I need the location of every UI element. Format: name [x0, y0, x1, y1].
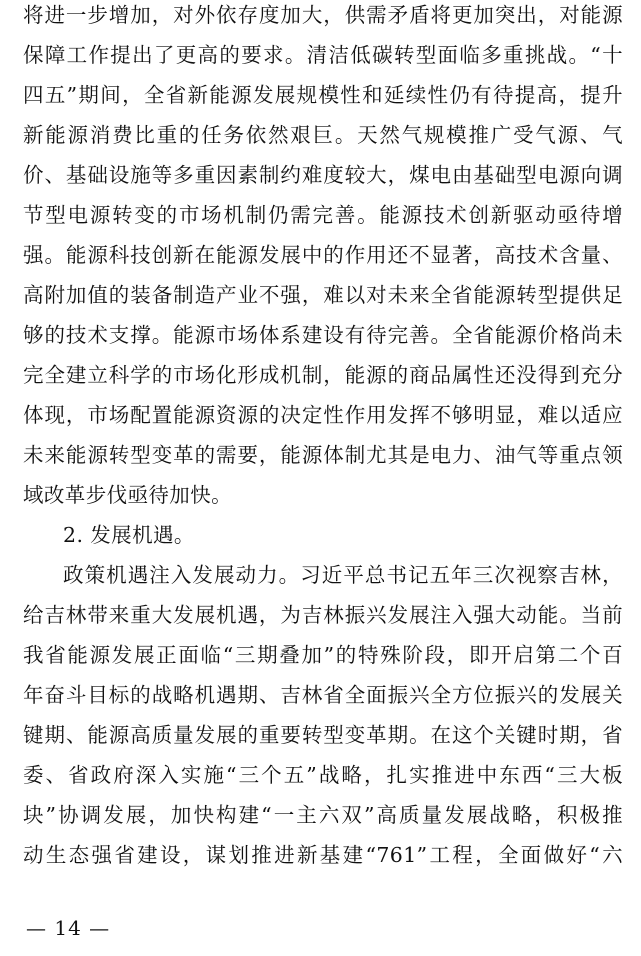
- page-number: — 14 —: [26, 916, 111, 940]
- paragraph-1-line-7: 强。能源科技创新在能源发展中的作用还不显著，高技术含量、: [23, 243, 623, 267]
- paragraph-2-line-6: 委、省政府深入实施“三个五”战略，扎实推进中东西“三大板: [23, 763, 623, 787]
- paragraph-1-line-13: 域改革步伐亟待加快。: [23, 483, 232, 507]
- paragraph-1-line-6: 节型电源转变的市场机制仍需完善。能源技术创新驱动亟待增: [23, 203, 623, 227]
- paragraph-2-line-5: 键期、能源高质量发展的重要转型变革期。在这个关键时期，省: [23, 723, 623, 747]
- paragraph-1-line-3: 四五”期间，全省新能源发展规模性和延续性仍有待提高，提升: [23, 83, 623, 107]
- paragraph-1-line-10: 完全建立科学的市场化形成机制，能源的商品属性还没得到充分: [23, 363, 623, 387]
- paragraph-2-line-3: 我省能源发展正面临“三期叠加”的特殊阶段，即开启第二个百: [23, 643, 623, 667]
- paragraph-1-line-5: 价、基础设施等多重因素制约难度较大，煤电由基础型电源向调: [23, 163, 623, 187]
- paragraph-2-line-1: 政策机遇注入发展动力。习近平总书记五年三次视察吉林，: [63, 563, 623, 587]
- paragraph-1-line-11: 体现，市场配置能源资源的决定性作用发挥不够明显，难以适应: [23, 403, 623, 427]
- paragraph-2-line-4: 年奋斗目标的战略机遇期、吉林省全面振兴全方位振兴的发展关: [23, 683, 623, 707]
- paragraph-1-line-4: 新能源消费比重的任务依然艰巨。天然气规模推广受气源、气: [23, 123, 623, 147]
- paragraph-2-line-7: 块”协调发展，加快构建“一主六双”高质量发展战略，积极推: [23, 803, 623, 827]
- section-heading: 2. 发展机遇。: [63, 523, 195, 547]
- paragraph-2-line-2: 给吉林带来重大发展机遇，为吉林振兴发展注入强大动能。当前: [23, 603, 623, 627]
- paragraph-1-line-9: 够的技术支撑。能源市场体系建设有待完善。全省能源价格尚未: [23, 323, 623, 347]
- paragraph-1-line-8: 高附加值的装备制造产业不强，难以对未来全省能源转型提供足: [23, 283, 623, 307]
- paragraph-1-line-12: 未来能源转型变革的需要，能源体制尤其是电力、油气等重点领: [23, 443, 623, 467]
- paragraph-2-line-8: 动生态强省建设，谋划推进新基建“761”工程，全面做好“六: [23, 843, 623, 867]
- paragraph-1-line-2: 保障工作提出了更高的要求。清洁低碳转型面临多重挑战。“十: [23, 43, 623, 67]
- paragraph-1-line-1: 将进一步增加，对外依存度加大，供需矛盾将更加突出，对能源: [23, 3, 623, 27]
